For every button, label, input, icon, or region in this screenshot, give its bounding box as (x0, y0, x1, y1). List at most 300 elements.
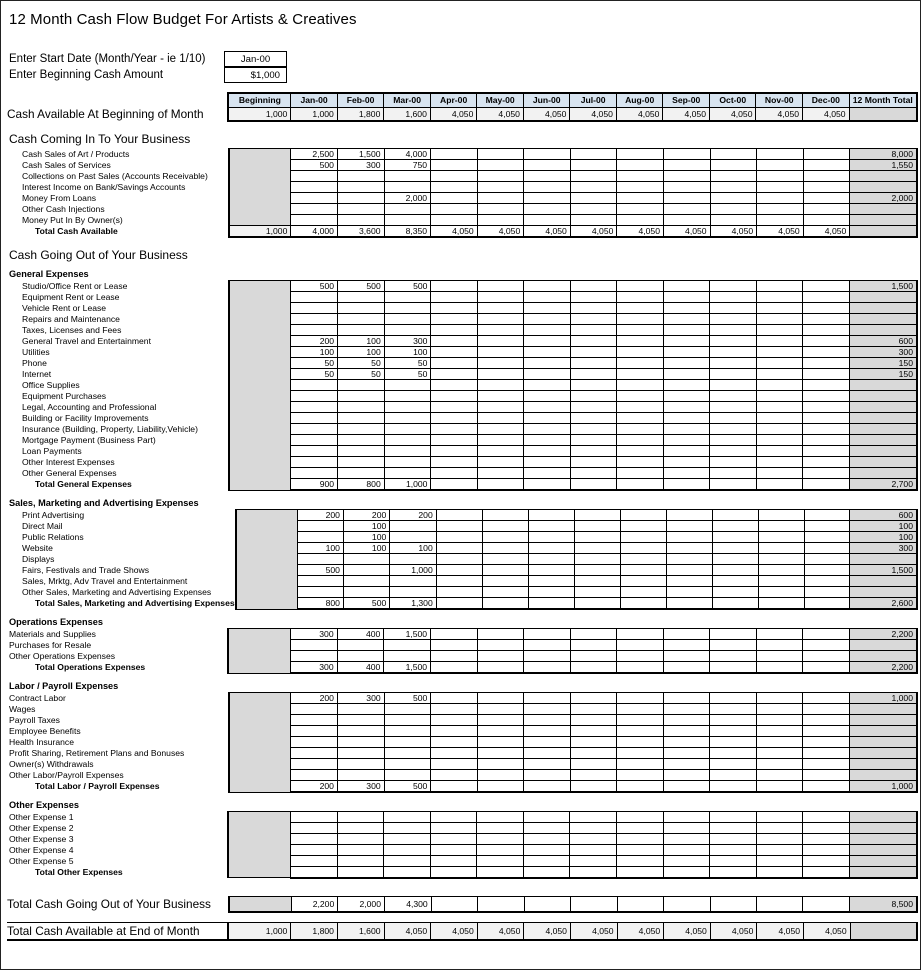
month-cell[interactable] (710, 182, 757, 193)
month-cell[interactable] (757, 171, 804, 182)
month-cell[interactable] (710, 435, 756, 446)
month-cell[interactable] (710, 347, 756, 358)
month-cell[interactable] (758, 565, 804, 576)
month-cell[interactable] (710, 281, 756, 292)
month-cell[interactable] (803, 281, 849, 292)
month-cell[interactable] (710, 413, 756, 424)
month-cell[interactable] (803, 468, 849, 479)
month-cell[interactable]: 4,050 (524, 226, 571, 238)
twelve-month-total-cell[interactable]: 1,500 (850, 565, 917, 576)
month-cell[interactable] (337, 759, 384, 770)
month-cell[interactable] (756, 629, 803, 640)
month-cell[interactable] (477, 781, 524, 793)
month-cell[interactable] (663, 770, 710, 781)
month-cell[interactable]: 4,050 (616, 107, 663, 121)
month-cell[interactable] (756, 391, 802, 402)
month-cell[interactable] (477, 281, 523, 292)
month-cell[interactable] (384, 834, 431, 845)
month-cell[interactable] (756, 446, 802, 457)
month-cell[interactable] (666, 532, 712, 543)
month-cell[interactable] (524, 391, 570, 402)
month-cell[interactable] (710, 662, 757, 674)
month-cell[interactable] (663, 446, 709, 457)
month-cell[interactable] (574, 576, 620, 587)
month-cell[interactable] (431, 457, 477, 468)
month-cell[interactable] (430, 845, 477, 856)
month-cell[interactable] (338, 325, 385, 336)
month-cell[interactable] (477, 629, 524, 640)
month-cell[interactable] (804, 532, 850, 543)
month-cell[interactable] (570, 435, 616, 446)
month-cell[interactable] (617, 781, 664, 793)
month-cell[interactable] (431, 424, 477, 435)
month-cell[interactable] (337, 640, 384, 651)
month-cell[interactable] (617, 693, 664, 704)
month-cell[interactable]: 200 (291, 781, 338, 793)
month-cell[interactable] (291, 704, 338, 715)
month-cell[interactable]: 400 (337, 629, 384, 640)
month-cell[interactable] (431, 737, 478, 748)
month-cell[interactable] (431, 402, 477, 413)
month-cell[interactable] (436, 565, 482, 576)
month-cell[interactable] (290, 823, 337, 834)
month-cell[interactable] (803, 215, 850, 226)
month-cell[interactable] (756, 314, 802, 325)
month-cell[interactable] (756, 856, 803, 867)
month-cell[interactable] (524, 468, 570, 479)
month-cell[interactable] (524, 314, 570, 325)
month-cell[interactable] (617, 369, 663, 380)
month-cell[interactable] (482, 510, 528, 521)
month-cell[interactable] (524, 693, 571, 704)
twelve-month-total-cell[interactable] (849, 770, 917, 781)
month-cell[interactable] (666, 598, 712, 610)
month-cell[interactable] (337, 845, 384, 856)
month-cell[interactable] (430, 823, 477, 834)
month-cell[interactable] (710, 812, 757, 823)
month-cell[interactable] (297, 532, 343, 543)
month-cell[interactable] (338, 402, 385, 413)
month-cell[interactable]: 100 (343, 543, 389, 554)
month-cell[interactable] (803, 693, 850, 704)
month-cell[interactable] (663, 171, 710, 182)
month-cell[interactable] (431, 182, 478, 193)
month-cell[interactable]: 4,050 (709, 107, 756, 121)
month-cell[interactable] (431, 693, 478, 704)
month-cell[interactable] (617, 303, 663, 314)
month-cell[interactable] (570, 446, 616, 457)
month-cell[interactable] (291, 413, 338, 424)
month-cell[interactable] (710, 704, 757, 715)
month-cell[interactable] (524, 726, 571, 737)
month-cell[interactable] (477, 651, 524, 662)
month-cell[interactable] (524, 193, 571, 204)
month-cell[interactable] (477, 215, 524, 226)
month-cell[interactable]: 4,050 (663, 107, 710, 121)
month-cell[interactable] (570, 651, 617, 662)
twelve-month-total-cell[interactable]: 100 (850, 521, 917, 532)
month-cell[interactable] (291, 446, 338, 457)
month-cell[interactable] (528, 510, 574, 521)
month-cell[interactable] (337, 726, 384, 737)
month-cell[interactable]: 4,050 (804, 923, 851, 940)
month-cell[interactable] (620, 565, 666, 576)
month-cell[interactable] (523, 867, 570, 878)
month-cell[interactable]: 500 (291, 281, 338, 292)
month-cell[interactable] (524, 446, 570, 457)
month-cell[interactable] (710, 204, 757, 215)
month-cell[interactable] (663, 215, 710, 226)
month-cell[interactable] (384, 845, 431, 856)
month-cell[interactable] (337, 867, 384, 878)
month-cell[interactable] (617, 812, 664, 823)
month-cell[interactable]: 2,000 (338, 896, 385, 912)
month-cell[interactable] (756, 640, 803, 651)
month-cell[interactable] (431, 413, 477, 424)
month-cell[interactable] (384, 823, 431, 834)
month-cell[interactable] (338, 380, 385, 391)
month-cell[interactable] (617, 402, 663, 413)
twelve-month-total-cell[interactable] (850, 204, 917, 215)
month-cell[interactable] (384, 292, 431, 303)
month-cell[interactable] (756, 424, 802, 435)
month-cell[interactable] (384, 215, 431, 226)
month-cell[interactable] (712, 543, 758, 554)
month-cell[interactable] (663, 704, 710, 715)
month-cell[interactable] (617, 193, 664, 204)
month-cell[interactable] (617, 149, 664, 160)
month-cell[interactable] (477, 314, 523, 325)
month-cell[interactable]: 100 (338, 347, 385, 358)
month-cell[interactable] (431, 303, 477, 314)
month-cell[interactable] (664, 896, 710, 912)
month-cell[interactable] (620, 598, 666, 610)
month-cell[interactable] (384, 457, 431, 468)
month-cell[interactable] (384, 468, 431, 479)
month-cell[interactable] (803, 325, 849, 336)
month-cell[interactable]: 4,050 (664, 923, 711, 940)
column-header[interactable]: Feb-00 (337, 93, 384, 107)
month-cell[interactable] (756, 726, 803, 737)
month-cell[interactable] (528, 587, 574, 598)
month-cell[interactable] (803, 629, 850, 640)
month-cell[interactable]: 100 (297, 543, 343, 554)
beginning-cell[interactable]: 1,000 (229, 226, 291, 238)
column-header[interactable]: Oct-00 (709, 93, 756, 107)
month-cell[interactable] (384, 704, 431, 715)
month-cell[interactable] (803, 402, 849, 413)
month-cell[interactable] (803, 651, 850, 662)
month-cell[interactable] (570, 457, 616, 468)
column-header[interactable]: Beginning (228, 93, 290, 107)
month-cell[interactable] (620, 587, 666, 598)
month-cell[interactable]: 300 (290, 662, 337, 674)
month-cell[interactable] (384, 856, 431, 867)
month-cell[interactable] (757, 160, 804, 171)
month-cell[interactable] (291, 726, 338, 737)
month-cell[interactable]: 100 (291, 347, 338, 358)
month-cell[interactable] (291, 391, 338, 402)
month-cell[interactable] (290, 812, 337, 823)
twelve-month-total-cell[interactable] (850, 923, 917, 940)
month-cell[interactable] (617, 325, 663, 336)
month-cell[interactable] (663, 424, 709, 435)
month-cell[interactable] (803, 726, 850, 737)
month-cell[interactable] (617, 629, 664, 640)
month-cell[interactable] (477, 424, 523, 435)
month-cell[interactable] (663, 867, 710, 878)
month-cell[interactable]: 4,050 (524, 923, 571, 940)
month-cell[interactable] (710, 149, 757, 160)
month-cell[interactable] (524, 292, 570, 303)
month-cell[interactable]: 2,000 (384, 193, 431, 204)
month-cell[interactable] (390, 532, 436, 543)
month-cell[interactable] (756, 457, 802, 468)
month-cell[interactable] (570, 380, 616, 391)
month-cell[interactable] (620, 532, 666, 543)
beginning-cell[interactable] (229, 896, 291, 912)
month-cell[interactable] (570, 759, 617, 770)
month-cell[interactable]: 4,050 (663, 226, 710, 238)
month-cell[interactable] (477, 468, 523, 479)
month-cell[interactable] (524, 182, 571, 193)
month-cell[interactable] (338, 303, 385, 314)
month-cell[interactable] (758, 532, 804, 543)
month-cell[interactable] (617, 314, 663, 325)
month-cell[interactable] (430, 856, 477, 867)
month-cell[interactable] (710, 468, 756, 479)
twelve-month-total-cell[interactable]: 2,200 (849, 662, 917, 674)
month-cell[interactable] (803, 171, 850, 182)
month-cell[interactable] (384, 651, 431, 662)
twelve-month-total-cell[interactable] (849, 715, 917, 726)
month-cell[interactable]: 100 (343, 532, 389, 543)
month-cell[interactable] (756, 479, 802, 491)
month-cell[interactable]: 900 (291, 479, 338, 491)
month-cell[interactable] (570, 303, 616, 314)
month-cell[interactable]: 400 (337, 662, 384, 674)
month-cell[interactable]: 800 (297, 598, 343, 610)
month-cell[interactable]: 100 (343, 521, 389, 532)
month-cell[interactable] (477, 182, 524, 193)
month-cell[interactable] (528, 521, 574, 532)
month-cell[interactable] (477, 402, 523, 413)
month-cell[interactable] (524, 737, 571, 748)
month-cell[interactable]: 1,600 (384, 107, 431, 121)
month-cell[interactable] (297, 521, 343, 532)
month-cell[interactable] (570, 193, 617, 204)
month-cell[interactable]: 2,200 (291, 896, 338, 912)
month-cell[interactable] (574, 510, 620, 521)
month-cell[interactable] (663, 748, 710, 759)
column-header[interactable]: May-00 (477, 93, 524, 107)
month-cell[interactable]: 200 (291, 336, 338, 347)
month-cell[interactable] (431, 314, 477, 325)
month-cell[interactable] (710, 446, 756, 457)
month-cell[interactable] (803, 292, 849, 303)
month-cell[interactable] (758, 554, 804, 565)
month-cell[interactable] (290, 640, 337, 651)
month-cell[interactable] (663, 823, 710, 834)
month-cell[interactable] (477, 823, 524, 834)
month-cell[interactable] (477, 770, 524, 781)
month-cell[interactable] (663, 160, 710, 171)
column-header[interactable]: Dec-00 (803, 93, 850, 107)
month-cell[interactable] (291, 380, 338, 391)
month-cell[interactable] (570, 413, 616, 424)
month-cell[interactable] (384, 435, 431, 446)
column-header[interactable]: Jul-00 (570, 93, 616, 107)
month-cell[interactable] (710, 336, 756, 347)
month-cell[interactable] (338, 435, 385, 446)
month-cell[interactable] (431, 770, 478, 781)
month-cell[interactable] (528, 565, 574, 576)
twelve-month-total-cell[interactable] (849, 457, 917, 468)
month-cell[interactable] (477, 856, 524, 867)
month-cell[interactable] (524, 651, 571, 662)
month-cell[interactable] (390, 587, 436, 598)
month-cell[interactable]: 300 (337, 693, 384, 704)
beginning-cell[interactable] (228, 629, 290, 674)
month-cell[interactable] (384, 640, 431, 651)
month-cell[interactable]: 4,050 (757, 923, 804, 940)
month-cell[interactable] (803, 193, 850, 204)
month-cell[interactable] (482, 565, 528, 576)
month-cell[interactable] (528, 532, 574, 543)
month-cell[interactable] (528, 543, 574, 554)
month-cell[interactable] (570, 347, 616, 358)
month-cell[interactable] (291, 457, 338, 468)
twelve-month-total-cell[interactable]: 1,500 (849, 281, 917, 292)
month-cell[interactable] (337, 715, 384, 726)
month-cell[interactable] (528, 598, 574, 610)
twelve-month-total-cell[interactable]: 150 (849, 358, 917, 369)
twelve-month-total-cell[interactable]: 8,000 (850, 149, 917, 160)
month-cell[interactable] (430, 834, 477, 845)
month-cell[interactable] (431, 435, 477, 446)
month-cell[interactable] (477, 867, 524, 878)
month-cell[interactable] (384, 182, 431, 193)
month-cell[interactable] (384, 748, 431, 759)
month-cell[interactable] (756, 292, 802, 303)
month-cell[interactable] (524, 896, 570, 912)
month-cell[interactable] (570, 281, 616, 292)
beginning-cell[interactable] (236, 510, 298, 610)
month-cell[interactable] (337, 737, 384, 748)
month-cell[interactable] (291, 215, 338, 226)
month-cell[interactable] (390, 521, 436, 532)
month-cell[interactable] (570, 149, 617, 160)
month-cell[interactable] (524, 759, 571, 770)
month-cell[interactable] (666, 565, 712, 576)
month-cell[interactable] (431, 446, 477, 457)
month-cell[interactable]: 500 (338, 281, 385, 292)
month-cell[interactable] (620, 554, 666, 565)
month-cell[interactable] (524, 149, 571, 160)
month-cell[interactable] (337, 704, 384, 715)
month-cell[interactable] (524, 640, 571, 651)
month-cell[interactable] (710, 424, 756, 435)
month-cell[interactable] (431, 281, 477, 292)
month-cell[interactable] (477, 457, 523, 468)
month-cell[interactable] (431, 726, 478, 737)
month-cell[interactable]: 100 (338, 336, 385, 347)
month-cell[interactable] (570, 845, 617, 856)
month-cell[interactable] (617, 896, 663, 912)
month-cell[interactable] (617, 662, 664, 674)
month-cell[interactable]: 3,600 (337, 226, 384, 238)
month-cell[interactable]: 300 (384, 336, 431, 347)
month-cell[interactable]: 1,500 (337, 149, 384, 160)
twelve-month-total-cell[interactable] (849, 704, 917, 715)
month-cell[interactable] (337, 171, 384, 182)
beginning-cell[interactable] (229, 693, 291, 793)
month-cell[interactable]: 4,050 (431, 923, 478, 940)
month-cell[interactable] (477, 336, 523, 347)
beginning-cash-input[interactable]: $1,000 (224, 67, 287, 83)
month-cell[interactable] (756, 435, 802, 446)
twelve-month-total-cell[interactable] (850, 823, 917, 834)
month-cell[interactable] (663, 204, 710, 215)
twelve-month-total-cell[interactable] (850, 856, 917, 867)
month-cell[interactable] (570, 468, 616, 479)
month-cell[interactable] (574, 565, 620, 576)
month-cell[interactable] (756, 336, 802, 347)
month-cell[interactable] (756, 867, 803, 878)
month-cell[interactable] (291, 303, 338, 314)
month-cell[interactable] (803, 856, 850, 867)
month-cell[interactable] (710, 896, 756, 912)
month-cell[interactable] (617, 640, 664, 651)
month-cell[interactable]: 500 (384, 693, 431, 704)
month-cell[interactable] (524, 748, 571, 759)
month-cell[interactable] (710, 640, 757, 651)
month-cell[interactable] (431, 629, 478, 640)
month-cell[interactable] (570, 424, 616, 435)
month-cell[interactable] (524, 369, 570, 380)
twelve-month-total-cell[interactable] (850, 215, 917, 226)
month-cell[interactable] (804, 576, 850, 587)
month-cell[interactable] (574, 598, 620, 610)
month-cell[interactable] (617, 704, 664, 715)
month-cell[interactable] (757, 193, 804, 204)
month-cell[interactable] (431, 215, 478, 226)
month-cell[interactable] (477, 369, 523, 380)
twelve-month-total-cell[interactable] (849, 759, 917, 770)
month-cell[interactable] (384, 204, 431, 215)
month-cell[interactable] (710, 292, 756, 303)
month-cell[interactable] (570, 325, 616, 336)
month-cell[interactable] (343, 576, 389, 587)
twelve-month-total-cell[interactable]: 2,200 (849, 629, 917, 640)
month-cell[interactable] (663, 479, 709, 491)
month-cell[interactable] (663, 834, 710, 845)
month-cell[interactable] (712, 565, 758, 576)
month-cell[interactable] (803, 640, 850, 651)
month-cell[interactable] (524, 281, 570, 292)
month-cell[interactable] (431, 662, 478, 674)
month-cell[interactable] (663, 715, 710, 726)
column-header[interactable]: Nov-00 (756, 93, 803, 107)
month-cell[interactable] (570, 640, 617, 651)
month-cell[interactable] (617, 823, 664, 834)
month-cell[interactable] (710, 402, 756, 413)
month-cell[interactable] (384, 446, 431, 457)
month-cell[interactable] (666, 521, 712, 532)
month-cell[interactable] (477, 446, 523, 457)
month-cell[interactable]: 4,050 (757, 226, 804, 238)
month-cell[interactable]: 750 (384, 160, 431, 171)
